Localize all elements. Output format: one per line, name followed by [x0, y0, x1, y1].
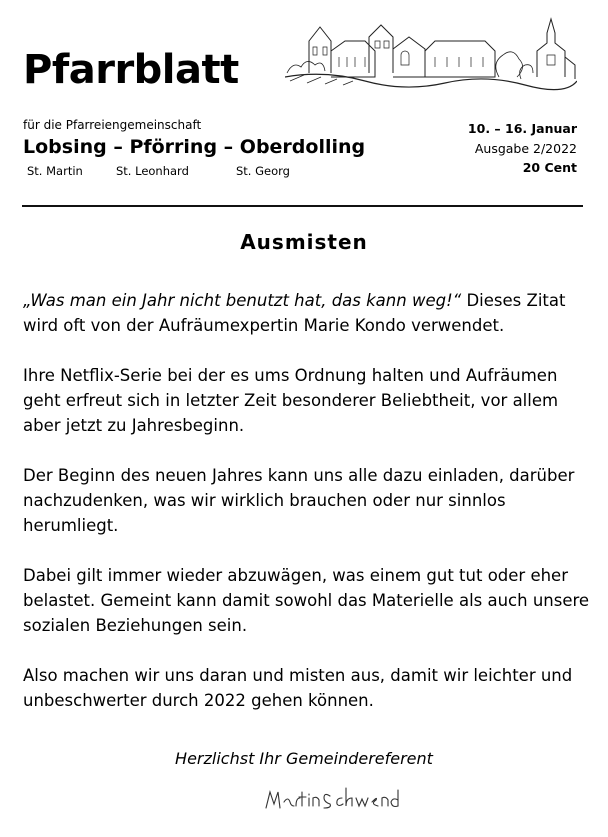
article-paragraph: Ihre Netflix-Serie bei der es ums Ordnung halten und Aufräumen geht erfreut sich in letzter Zeit besonderer Beliebtheit, vor allem aber jetzt zu Jahresbeginn. [23, 366, 559, 435]
article-paragraph: Dabei gilt immer wieder abzuwägen, was einem gut tut oder eher belastet. Gemeint kann damit sowohl das Materielle als auch unsere sozialen Beziehungen sein. [23, 566, 590, 635]
article-headline: Ausmisten [240, 230, 368, 254]
masthead-subtitle: für die Pfarreiengemeinschaft [23, 118, 202, 132]
header-divider [22, 205, 583, 207]
closing-line: Herzlichst Ihr Gemeindereferent [175, 749, 433, 768]
issue-date-range: 10. – 16. Januar [467, 121, 577, 136]
parish-names: Lobsing – Pförring – Oberdolling [23, 136, 366, 158]
church-sketch-icon [285, 15, 577, 99]
issue-price: 20 Cent [522, 160, 577, 175]
article-paragraph: Der Beginn des neuen Jahres kann uns alle dazu einladen, darüber nachzudenken, was wir wirklich brauchen oder nur sinnlos herumliegt. [23, 466, 575, 535]
saint-leonhard-label: St. Leonhard [116, 164, 189, 178]
handwritten-signature [262, 780, 402, 820]
saint-georg-label: St. Georg [236, 164, 290, 178]
article-body [23, 288, 593, 738]
issue-number: Ausgabe 2/2022 [474, 141, 577, 156]
masthead-title: Pfarrblatt [23, 47, 239, 93]
article-quote: „Was man ein Jahr nicht benutzt hat, das kann weg!“ [23, 291, 462, 310]
article-intro-paragraph [23, 288, 593, 338]
article-quote-rest: Dieses Zitat wird oft von der Aufräumexpertin Marie Kondo verwendet. [23, 291, 566, 335]
saint-martin-label: St. Martin [27, 164, 83, 178]
article-paragraph: Also machen wir uns daran und misten aus, damit wir leichter und unbeschwerter durch 2022 gehen können. [23, 666, 573, 710]
